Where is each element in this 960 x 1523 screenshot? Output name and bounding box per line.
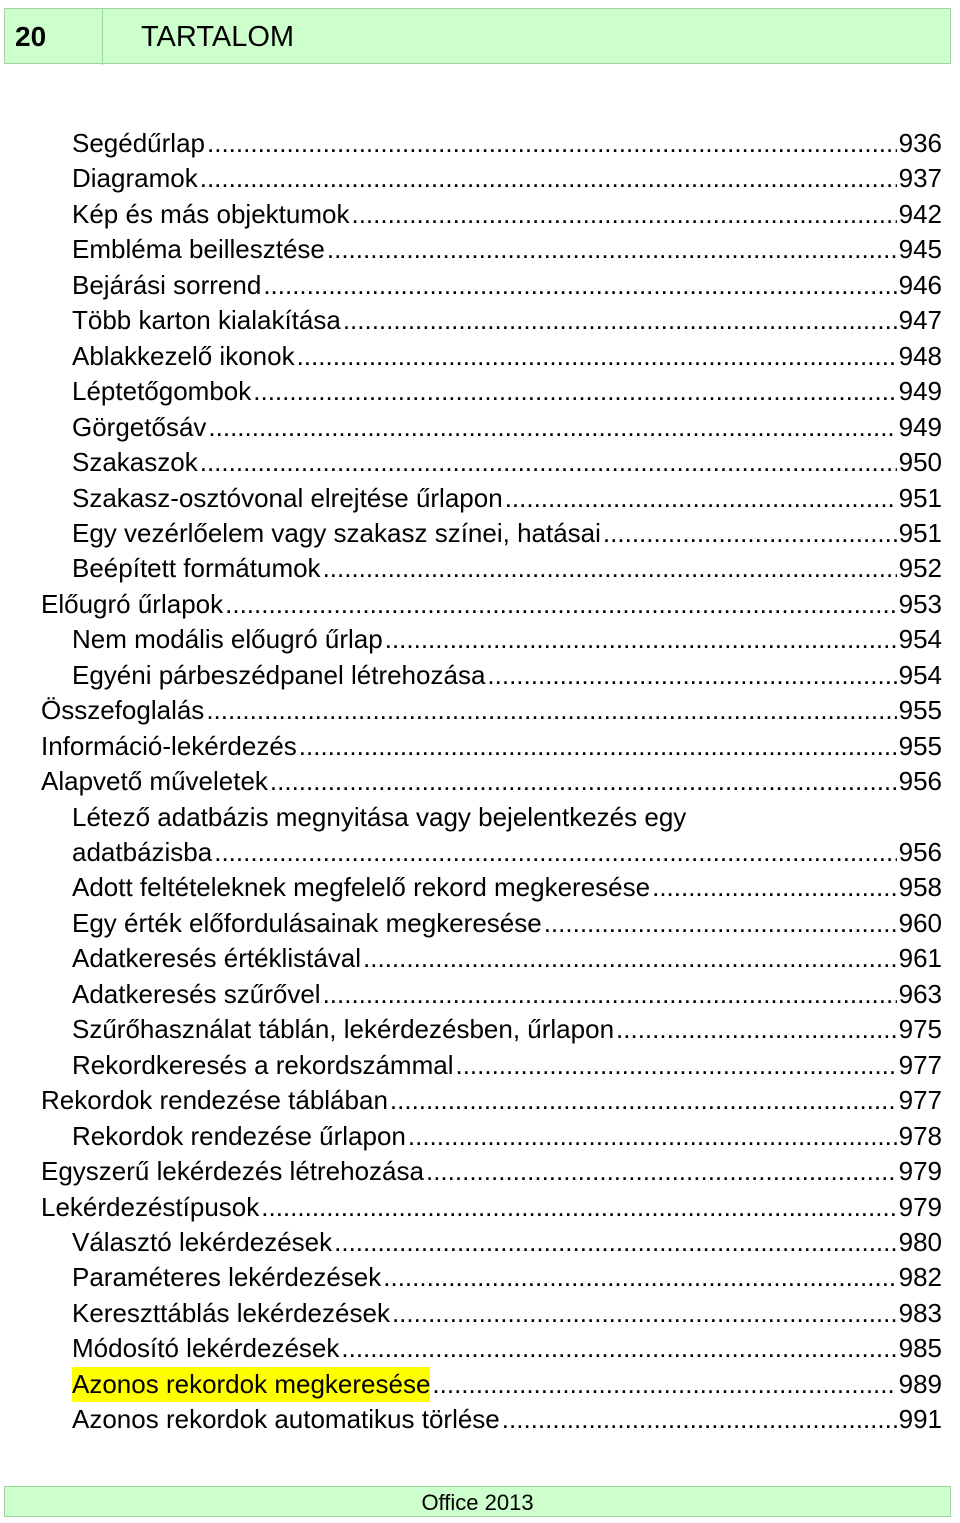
toc-entry-page: 947 (898, 305, 942, 335)
toc-entry-label: Lekérdezéstípusok (41, 1192, 260, 1222)
toc-entry-label: Választó lekérdezések (72, 1227, 333, 1257)
chapter-title: TARTALOM (141, 20, 295, 53)
toc-entry[interactable] (41, 587, 942, 622)
toc-entry-page: 978 (898, 1121, 942, 1151)
toc-dot-leader (351, 197, 896, 232)
toc-entry-label: Rekordkeresés a rekordszámmal (72, 1050, 454, 1080)
toc-dot-leader (341, 1331, 896, 1366)
toc-entry-page: 982 (898, 1262, 942, 1292)
toc-entry-page: 980 (898, 1227, 942, 1257)
toc-entry-page: 956 (898, 766, 942, 796)
toc-entry-page: 951 (898, 518, 942, 548)
toc-entry-label: Ablakkezelő ikonok (72, 341, 295, 371)
toc-dot-leader (323, 977, 897, 1012)
toc-entry-label: Embléma beillesztése (72, 234, 325, 264)
toc-entry[interactable] (72, 658, 942, 693)
toc-entry[interactable] (72, 941, 942, 976)
toc-entry[interactable] (72, 268, 942, 303)
toc-entry-label: Bejárási sorrend (72, 270, 262, 300)
toc-entry-label: Adatkeresés értéklistával (72, 943, 362, 973)
toc-entry-page: 956 (898, 837, 942, 867)
toc-dot-leader (426, 1154, 897, 1189)
toc-entry-page: 989 (898, 1369, 942, 1399)
toc-entry-label: Segédűrlap (72, 128, 205, 158)
toc-entry-page: 936 (898, 128, 942, 158)
toc-dot-leader (652, 870, 897, 905)
toc-entry-label: Szakasz-osztóvonal elrejtése űrlapon (72, 483, 503, 513)
toc-entry[interactable] (72, 1012, 942, 1047)
toc-entry-label: Diagramok (72, 163, 198, 193)
toc-dot-leader (502, 1402, 897, 1437)
toc-dot-leader (390, 1083, 897, 1118)
toc-entry[interactable] (72, 551, 942, 586)
toc-entry-label: Egy vezérlőelem vagy szakasz színei, hatásai (72, 518, 601, 548)
toc-entry-label: Alapvető műveletek (41, 766, 268, 796)
toc-dot-leader (487, 658, 896, 693)
toc-entry[interactable] (41, 764, 942, 799)
toc-entry-label: Előugró űrlapok (41, 589, 224, 619)
toc-entry-page: 954 (898, 624, 942, 654)
toc-entry-label: Léptetőgombok (72, 376, 252, 406)
toc-entry-page: 963 (898, 979, 942, 1009)
toc-entry-page: 937 (898, 163, 942, 193)
toc-entry-label: Adott feltételeknek megfelelő rekord megkeresése (72, 872, 651, 902)
toc-dot-leader (455, 1048, 896, 1083)
toc-entry[interactable] (72, 516, 942, 551)
toc-entry-page: 954 (898, 660, 942, 690)
toc-entry[interactable] (72, 622, 942, 657)
toc-dot-leader (200, 445, 897, 480)
toc-entry-page: 955 (898, 731, 942, 761)
toc-dot-leader (253, 374, 896, 409)
page-header (4, 8, 951, 64)
toc-dot-leader (505, 481, 897, 516)
toc-entry[interactable] (72, 1225, 942, 1260)
toc-dot-leader (206, 693, 896, 728)
toc-dot-leader (225, 587, 896, 622)
toc-dot-leader (323, 551, 897, 586)
toc-entry-label: Szakaszok (72, 447, 198, 477)
toc-dot-leader (297, 339, 897, 374)
toc-entry[interactable] (72, 339, 942, 374)
toc-entry-label: Kereszttáblás lekérdezések (72, 1298, 390, 1328)
toc-entry-page: 985 (898, 1333, 942, 1363)
toc-entry-label: Egyszerű lekérdezés létrehozása (41, 1156, 424, 1186)
toc-entry[interactable] (72, 1260, 942, 1295)
toc-entry-label: Beépített formátumok (72, 553, 321, 583)
toc-entry-page: 946 (898, 270, 942, 300)
toc-entry[interactable] (72, 1331, 942, 1366)
toc-entry-page: 961 (898, 943, 942, 973)
toc-entry[interactable] (41, 1083, 942, 1118)
toc-entry[interactable] (72, 232, 942, 267)
toc-entry[interactable] (72, 906, 942, 941)
toc-entry[interactable] (72, 161, 942, 196)
toc-entry[interactable] (72, 835, 942, 870)
toc-entry-label: Görgetősáv (72, 412, 207, 442)
toc-dot-leader (327, 232, 897, 267)
toc-entry-page: 979 (898, 1192, 942, 1222)
toc-dot-leader (616, 1012, 897, 1047)
toc-entry[interactable] (72, 197, 942, 232)
toc-entry[interactable] (72, 481, 942, 516)
toc-dot-leader (200, 161, 897, 196)
toc-entry[interactable] (72, 977, 942, 1012)
toc-entry-label: Adatkeresés szűrővel (72, 979, 321, 1009)
toc-entry-label: Egy érték előfordulásainak megkeresése (72, 908, 542, 938)
toc-entry[interactable] (41, 1154, 942, 1189)
toc-entry-label: Rekordok rendezése űrlapon (72, 1121, 406, 1151)
toc-entry[interactable] (72, 445, 942, 480)
toc-entry-page: 977 (898, 1085, 942, 1115)
footer-text: Office 2013 (421, 1490, 534, 1515)
toc-dot-leader (270, 764, 897, 799)
toc-entry[interactable] (72, 1119, 942, 1154)
toc-entry-page: 953 (898, 589, 942, 619)
page-number: 20 (5, 9, 103, 65)
toc-entry-page: 942 (898, 199, 942, 229)
toc-entry-label: Összefoglalás (41, 695, 205, 725)
toc-dot-leader (363, 941, 897, 976)
toc-entry-page: 977 (898, 1050, 942, 1080)
toc-entry-page: 960 (898, 908, 942, 938)
toc-dot-leader (385, 622, 897, 657)
toc-dot-leader (383, 1260, 896, 1295)
toc-entry-label: Rekordok rendezése táblában (41, 1085, 388, 1115)
toc-dot-leader (392, 1296, 897, 1331)
toc-dot-leader (603, 516, 897, 551)
toc-entry-page: 951 (898, 483, 942, 513)
toc-dot-leader (261, 1190, 896, 1225)
toc-dot-leader (544, 906, 897, 941)
toc-entry[interactable] (72, 870, 942, 905)
toc-entry-page: 955 (898, 695, 942, 725)
toc-entry-label: Azonos rekordok automatikus törlése (72, 1404, 500, 1434)
toc-entry-label: adatbázisba (72, 837, 213, 867)
toc-entry-label: Szűrőhasználat táblán, lekérdezésben, űrlapon (72, 1014, 615, 1044)
toc-entry-page: 948 (898, 341, 942, 371)
toc-entry-page: 983 (898, 1298, 942, 1328)
toc-entry[interactable] (72, 303, 942, 338)
toc-dot-leader (432, 1367, 896, 1402)
toc-entry[interactable] (41, 1190, 942, 1225)
toc-entry-page: 949 (898, 376, 942, 406)
toc-entry-label: Információ-lekérdezés (41, 731, 297, 761)
toc-entry[interactable] (72, 374, 942, 409)
toc-entry-label: Több karton kialakítása (72, 305, 341, 335)
toc-entry[interactable] (72, 1048, 942, 1083)
toc-entry-page: 979 (898, 1156, 942, 1186)
toc-entry[interactable] (72, 1402, 942, 1437)
toc-entry-page: 949 (898, 412, 942, 442)
toc-entry-label: Egyéni párbeszédpanel létrehozása (72, 660, 486, 690)
toc-dot-leader (343, 303, 897, 338)
toc-entry[interactable] (41, 729, 942, 764)
toc-dot-leader (334, 1225, 896, 1260)
toc-entry[interactable] (72, 126, 942, 161)
toc-entry[interactable] (72, 1296, 942, 1331)
toc-entry-label: Módosító lekérdezések (72, 1333, 340, 1363)
toc-entry-page: 991 (898, 1404, 942, 1434)
toc-entry-label: Kép és más objektumok (72, 199, 350, 229)
toc-dot-leader (299, 729, 897, 764)
toc-dot-leader (208, 410, 896, 445)
toc-entry-label: Nem modális előugró űrlap (72, 624, 383, 654)
toc-entry-label: Létező adatbázis megnyitása vagy bejelentkezés egy (72, 802, 687, 832)
toc-dot-leader (263, 268, 896, 303)
toc-entry-page: 952 (898, 553, 942, 583)
toc-entry-page: 950 (898, 447, 942, 477)
toc-entry-label: Paraméteres lekérdezések (72, 1262, 382, 1292)
page-footer (4, 1486, 951, 1517)
toc-dot-leader (408, 1119, 897, 1154)
toc-entry[interactable] (41, 693, 942, 728)
toc-dot-leader (207, 126, 897, 161)
toc-entry-page: 975 (898, 1014, 942, 1044)
toc-entry-label: Azonos rekordok megkeresése (72, 1367, 430, 1402)
toc-dot-leader (214, 835, 896, 870)
toc-entry-page: 945 (898, 234, 942, 264)
toc-entry-page: 958 (898, 872, 942, 902)
toc-entry[interactable] (72, 1367, 942, 1402)
toc-entry[interactable] (72, 800, 686, 835)
toc-entry[interactable] (72, 410, 942, 445)
